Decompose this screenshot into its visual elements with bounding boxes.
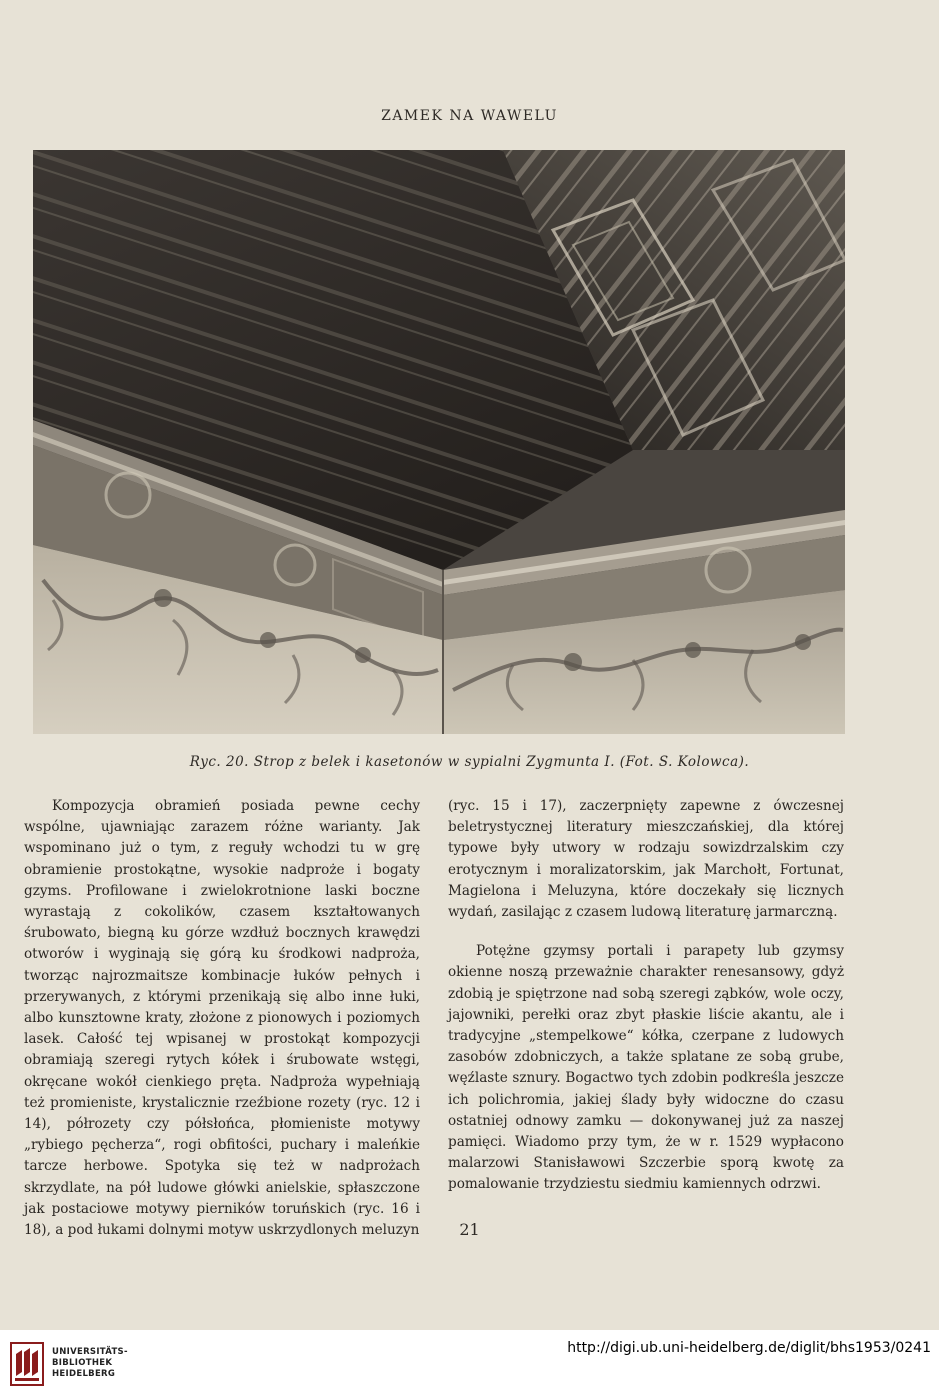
library-footer: [0, 1330, 939, 1398]
running-head: ZAMEK NA WAWELU: [381, 108, 558, 124]
right-paragraph-2: Potężne gzymsy portali i parapety lub gzymsy okienne noszą przeważnie charakter renesansowy, gdyż zdobią je spiętrzone nad sobą szeregi ząbków, wole oczy, jajowniki, perełki oraz zbyt płaskie liście akantu, ale i tradycyjne „stempelkowe“ kółka, czerpane z ludowych zasobów zdobniczych, a także splatane ze sobą grube, węźlaste sznury. Bogactwo tych zdobin podkreśla jeszcze ich polichromia, jakiej ślady były widoczne do czasu ostatniej odnowy zamku — dokonywanej już za naszej pamięci. Wiadomo przy tym, że w r. 1529 wypłacono malarzowi Stanisławowi Szczerbie sporą kwotę za pomalowanie trzydziestu siedmiu kamiennych odrzwi.: [448, 943, 844, 1193]
library-name-line-3: HEIDELBERG: [52, 1369, 116, 1379]
ceiling-photograph: [33, 150, 845, 734]
library-name: [52, 1347, 128, 1380]
university-library-logo-icon: [10, 1342, 44, 1386]
right-paragraph-1: (ryc. 15 i 17), zaczerpnięty zapewne z ówczesnej beletrystycznej literatury mieszczańskiej, dla której typowe były utwory w rodzaju sowizdrzalskim czy erotycznym i moralizatorskim, jak Marchołt, Fortunat, Magielona i Meluzyna, które doczekały się licznych wydań, zasilając z czasem ludową literaturę jarmarczną.: [448, 798, 844, 921]
left-text-column: [24, 796, 420, 1241]
source-url-link[interactable]: http://digi.ub.uni-heidelberg.de/diglit/bhs1953/0241: [567, 1340, 931, 1356]
library-name-line-2: BIBLIOTHEK: [52, 1358, 113, 1368]
figure-caption: Ryc. 20. Strop z belek i kasetonów w sypialni Zygmunta I. (Fot. S. Kolowca).: [189, 754, 750, 770]
right-text-column: [448, 796, 844, 1196]
ceiling-photo-drawing: [33, 150, 845, 734]
library-name-line-1: UNIVERSITÄTS-: [52, 1347, 128, 1357]
page-number: 21: [459, 1220, 480, 1239]
left-paragraph-1: Kompozycja obramień posiada pewne cechy wspólne, ujawniając zarazem różne warianty. Jak wspominano już o tym, z reguły wchodzi tu w grę obramienie prostokątne, wysokie nadproże i bogaty gzyms. Profilowane i zwielokrotnione laski boczne wyrastają z cokolików, czasem kształtowanych śrubowato, biegną ku górze wzdłuż bocznych krawędzi otworów i wyginają się górą ku środkowi nadproża, tworząc najrozmaitsze kombinacje łuków pełnych i przerywanych, z którymi przenikają się albo inne łuki, albo kunsztowne kraty, złożone z pionowych i poziomych lasek. Całość tej wpisanej w prostokąt kompozycji obramiają szeregi rytych kółek i śrubowate wstęgi, okręcane wokół cienkiego pręta. Nadproża wypełniają też promieniste, krystalicznie rzeźbione rozety (ryc. 12 i 14), półrozety czy półsłońca, płomieniste motywy „rybiego pęcherza“, rogi obfitości, puchary i maleńkie tarcze herbowe. Spotyka się też w nadprożach skrzydlate, na pół ludowe główki anielskie, spłaszczone jak postaciowe motywy pierników toruńskich (ryc. 16 i 18), a pod łukami dolnymi motyw uskrzydlonych meluzyn: [24, 798, 420, 1239]
